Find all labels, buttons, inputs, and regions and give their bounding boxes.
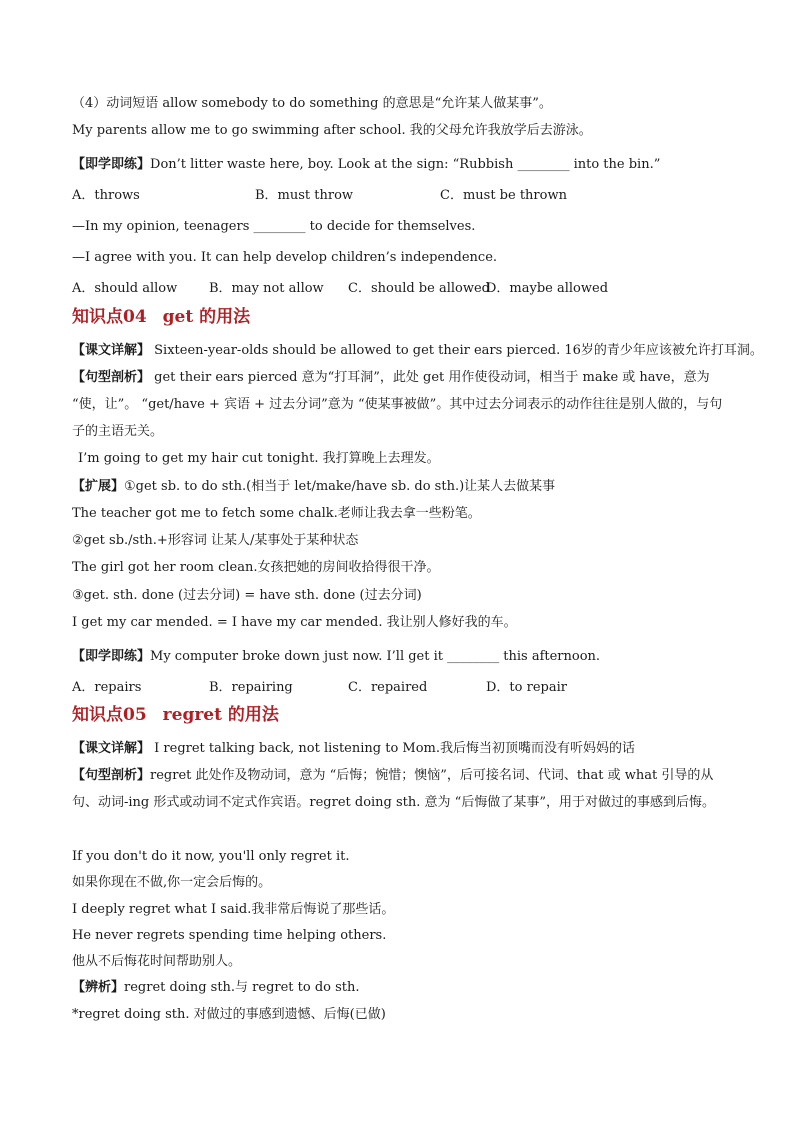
kp5-note	[72, 979, 360, 997]
ext-tag: 【扩展】	[72, 479, 125, 494]
kp4-ext2-example: The girl got her room clean.女孩把她的房间收拾得很干净。	[72, 560, 440, 575]
kp4-number: 知识点04	[72, 307, 147, 327]
s4-practice2-q2: —I agree with you. It can help develop children’s independence.	[72, 250, 498, 265]
kp5-number: 知识点05	[72, 705, 147, 725]
option-b: B．repairing	[209, 680, 293, 695]
detail-tag: 【课文详解】	[72, 343, 151, 358]
practice-tag: 【即学即练】	[72, 157, 151, 172]
analysis-text: get their ears pierced 意为“打耳洞”，此处 get 用作使役动词，相当于 make 或 have，意为 “使，让”。 “get/have + 宾语 + 过去分词”意为 “使某事被做”。其中过去分词表示的动作往往是别人做的，与句子的主语无关。	[72, 370, 723, 439]
detail-tag: 【课文详解】	[72, 741, 151, 756]
kp5-example2: I deeply regret what I said.我非常后悔说了那些话。	[72, 902, 395, 917]
kp5-note2: *regret doing sth. 对做过的事感到遗憾、后悔(已做)	[72, 1007, 386, 1022]
kp5-example1-en: If you don't do it now, you'll only regret it.	[72, 849, 350, 864]
option-b: B．may not allow	[209, 281, 324, 296]
option-d: D．maybe allowed	[486, 281, 609, 296]
analysis-tag: 【句型剖析】	[72, 768, 151, 783]
kp4-example1: I’m going to get my hair cut tonight. 我打算晚上去理发。	[78, 451, 440, 466]
practice-question: My computer broke down just now. I’ll get it ________ this afternoon.	[150, 649, 601, 664]
ext1-text: ①get sb. to do sth.(相当于 let/make/have sb. do sth.)让某人去做某事	[124, 479, 556, 494]
kp4-ext2: ②get sb./sth.+形容词 让某人/某事处于某种状态	[72, 533, 359, 548]
note-text: regret doing sth.与 regret to do sth.	[124, 980, 360, 995]
option-d: D．to repair	[486, 680, 567, 695]
option-c: C．must be thrown	[440, 188, 567, 203]
kp4-analysis	[72, 364, 724, 445]
s4-practice1-options	[72, 187, 722, 205]
s4-intro: （4）动词短语 allow somebody to do something 的意思是“允许某人做某事”。	[72, 96, 552, 111]
kp4-ext3-example: I get my car mended. = I have my car mended. 我让别人修好我的车。	[72, 615, 517, 630]
note-tag: 【辨析】	[72, 980, 125, 995]
kp4-practice-options	[72, 679, 722, 697]
option-b: B．must throw	[255, 188, 354, 203]
practice-question: Don’t litter waste here, boy. Look at the sign: “Rubbish ________ into the bin.”	[150, 157, 661, 172]
option-c: C．should be allowed	[348, 281, 490, 296]
kp5-example3-en: He never regrets spending time helping others.	[72, 928, 387, 943]
option-c: C．repaired	[348, 680, 428, 695]
analysis-text: regret 此处作及物动词，意为 “后悔；惋惜；懊恼”，后可接名词、代词、that 或 what 引导的从句、动词-ing 形式或动词不定式作宾语。regret doing sth. 意为 “后悔做了某事”，用于对做过的事感到后悔。	[72, 768, 715, 810]
kp5-heading	[72, 704, 279, 726]
kp4-heading	[72, 306, 250, 328]
s4-practice1	[72, 156, 660, 174]
kp5-example1-zh: 如果你现在不做,你一定会后悔的。	[72, 875, 272, 890]
option-a: A．should allow	[72, 281, 178, 296]
kp5-detail	[72, 740, 635, 758]
s4-practice2-q1: —In my opinion, teenagers ________ to decide for themselves.	[72, 219, 476, 234]
kp4-detail	[72, 342, 763, 360]
s4-practice2-options	[72, 280, 722, 298]
kp4-ext1-example: The teacher got me to fetch some chalk.老师让我去拿一些粉笔。	[72, 506, 481, 521]
option-a: A．repairs	[72, 680, 142, 695]
practice-tag: 【即学即练】	[72, 649, 151, 664]
kp4-practice	[72, 648, 600, 666]
kp5-example3-zh: 他从不后悔花时间帮助别人。	[72, 954, 242, 969]
kp4-ext1	[72, 478, 555, 496]
detail-text: Sixteen-year-olds should be allowed to get their ears pierced. 16岁的青少年应该被允许打耳洞。	[150, 343, 763, 358]
option-a: A．throws	[72, 188, 140, 203]
detail-text: I regret talking back, not listening to Mom.我后悔当初顶嘴而没有听妈妈的话	[150, 741, 635, 756]
kp4-title: get 的用法	[162, 307, 251, 327]
kp5-title: regret 的用法	[162, 705, 279, 725]
analysis-tag: 【句型剖析】	[72, 370, 151, 385]
kp4-ext3: ③get. sth. done (过去分词) = have sth. done (过去分词)	[72, 588, 422, 603]
kp5-analysis	[72, 762, 724, 816]
s4-example: My parents allow me to go swimming after school. 我的父母允许我放学后去游泳。	[72, 123, 592, 138]
